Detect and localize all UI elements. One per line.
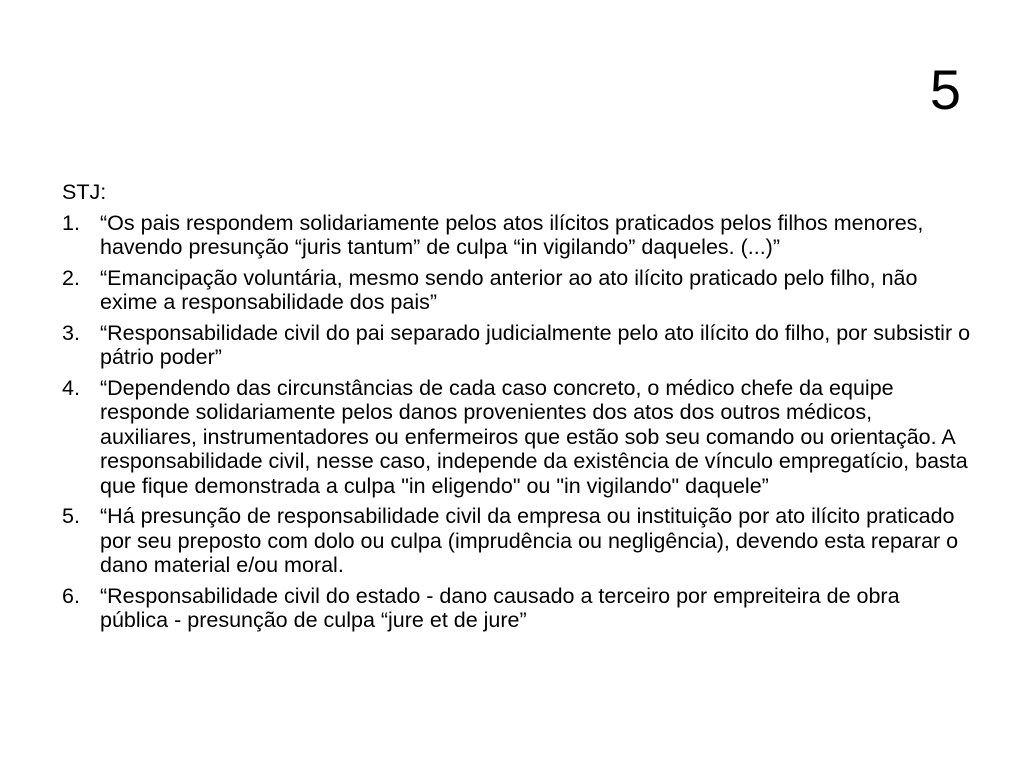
- list-item-text: “Emancipação voluntária, mesmo sendo anterior ao ato ilícito praticado pelo filho, não exime a responsabilidade dos pais”: [100, 265, 918, 314]
- list-item-number: 4.: [62, 375, 80, 400]
- list-item-number: 3.: [62, 320, 80, 345]
- list-item: [62, 504, 972, 578]
- list-item: [62, 211, 972, 260]
- list-item-text: “Dependendo das circunstâncias de cada caso concreto, o médico chefe da equipe responde solidariamente pelos danos provenientes dos atos dos outros médicos, auxiliares, instrumentadores ou enfermeiros que estão sob seu comando ou orientação. A responsabilidade civil, nesse caso, independe da existência de vínculo empregatício, basta que fique demonstrada a culpa "in eligendo" ou "in vigilando" daquele”: [100, 375, 968, 498]
- list-item-number: 2.: [62, 265, 80, 290]
- list-item-text: “Responsabilidade civil do estado - dano causado a terceiro por empreiteira de obra pública - presunção de culpa “jure et de jure”: [100, 583, 900, 632]
- slide-number: 5: [929, 58, 961, 121]
- list-item-number: 5.: [62, 504, 80, 528]
- list-item-text: “Responsabilidade civil do pai separado judicialmente pelo ato ilícito do filho, por subsistir o pátrio poder”: [100, 320, 971, 369]
- list-item-text: “Há presunção de responsabilidade civil da empresa ou instituição por ato ilícito praticado por seu preposto com dolo ou culpa (imprudência ou negligência), devendo esta reparar o dano material e/ou moral.: [100, 504, 959, 577]
- list-item: [62, 321, 972, 370]
- list-item-text: “Os pais respondem solidariamente pelos atos ilícitos praticados pelos filhos menores, havendo presunção “juris tantum” de culpa “in vigilando” daqueles. (...)”: [100, 210, 924, 259]
- jurisprudence-list: [62, 211, 972, 633]
- list-item: [62, 376, 972, 499]
- list-item: [62, 266, 972, 315]
- list-item-number: 6.: [62, 583, 80, 608]
- list-item-number: 1.: [62, 210, 80, 235]
- list-item: [62, 584, 972, 633]
- section-heading: STJ:: [62, 180, 107, 204]
- slide-content: [62, 180, 972, 639]
